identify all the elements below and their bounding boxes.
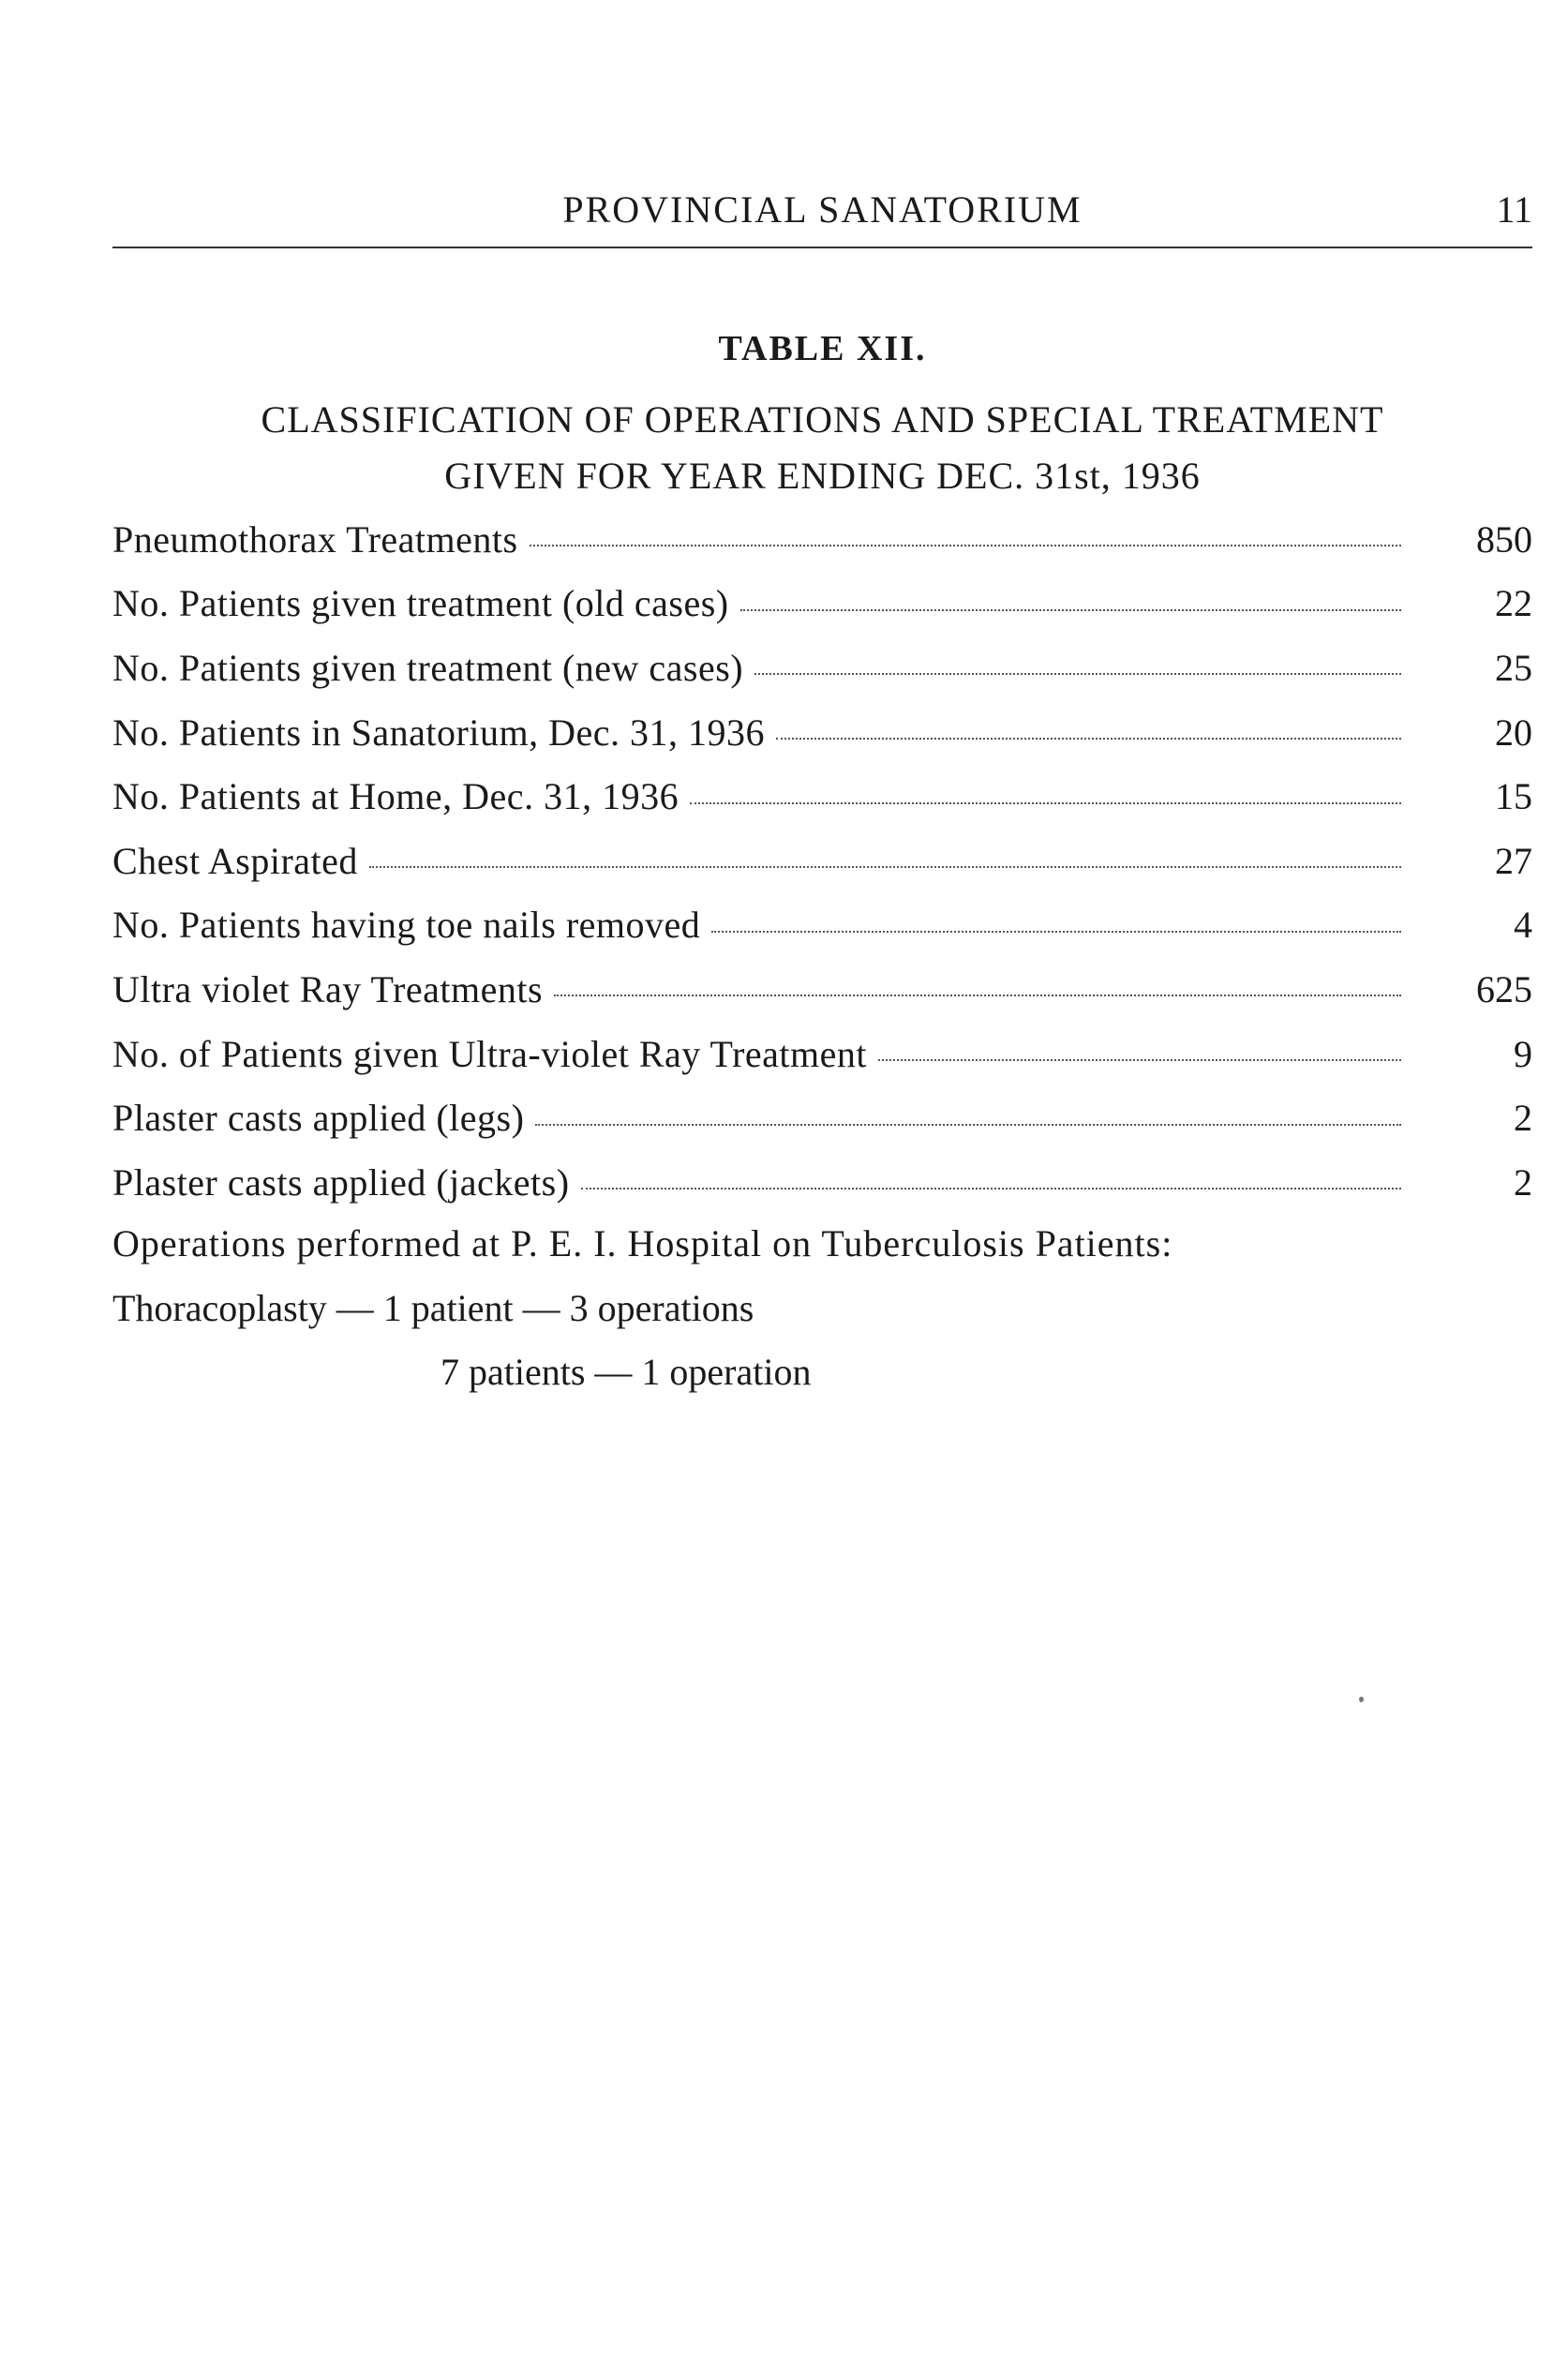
dot-leader [776, 738, 1401, 740]
dot-leader [740, 609, 1401, 611]
entry-row [112, 700, 1532, 765]
entry-value: 9 [1514, 1032, 1532, 1075]
running-header [112, 187, 1532, 244]
entry-list [112, 507, 1532, 1215]
dot-leader [711, 931, 1401, 933]
entry-label: No. Patients given treatment (new cases) [112, 646, 744, 689]
dot-leader [535, 1124, 1401, 1126]
entry-label: No. Patients at Home, Dec. 31, 1936 [112, 775, 679, 818]
entry-label: No. of Patients given Ultra-violet Ray Treatment [112, 1032, 867, 1075]
entry-row [112, 957, 1532, 1022]
entry-value: 850 [1476, 517, 1532, 561]
dot-leader [530, 545, 1401, 546]
entry-label: No. Patients in Sanatorium, Dec. 31, 1936 [112, 711, 765, 754]
print-speck [1359, 1697, 1364, 1702]
entry-row [112, 507, 1532, 572]
entry-row [112, 764, 1532, 829]
table-caption [112, 392, 1532, 504]
entry-label: No. Patients given treatment (old cases) [112, 582, 729, 625]
entry-row [112, 572, 1532, 636]
entry-value: 4 [1514, 904, 1532, 947]
entry-row [112, 829, 1532, 893]
dot-leader [754, 673, 1401, 675]
entry-value: 27 [1495, 839, 1532, 882]
dot-leader [581, 1188, 1401, 1190]
operations-line: 7 patients — 1 operation [441, 1351, 812, 1393]
entry-label: Ultra violet Ray Treatments [112, 967, 544, 1010]
entry-value: 25 [1495, 646, 1532, 689]
entry-row [112, 893, 1532, 958]
entry-label: No. Patients having toe nails removed [112, 904, 701, 947]
entry-row [112, 636, 1532, 700]
entry-label: Plaster casts applied (legs) [112, 1097, 525, 1140]
header-rule [112, 247, 1532, 248]
entry-row [112, 1085, 1532, 1150]
entry-value: 20 [1495, 711, 1532, 754]
operations-heading: Operations performed at P. E. I. Hospital on Tuberculosis Patients: [112, 1222, 1173, 1264]
entry-label: Pneumothorax Treatments [112, 517, 518, 561]
caption-line: CLASSIFICATION OF OPERATIONS AND SPECIAL TREATMENT [261, 398, 1384, 441]
table-title: TABLE XII. [718, 329, 927, 368]
entry-label: Chest Aspirated [112, 839, 358, 882]
entry-value: 22 [1495, 582, 1532, 625]
running-title: PROVINCIAL SANATORIUM [562, 188, 1083, 231]
entry-row [112, 1150, 1532, 1215]
entry-value: 2 [1514, 1097, 1532, 1140]
dot-leader [369, 866, 1401, 868]
caption-line: GIVEN FOR YEAR ENDING DEC. 31st, 1936 [444, 455, 1201, 497]
entry-value: 625 [1476, 967, 1532, 1010]
dot-leader [690, 802, 1401, 804]
operations-line: Thoracoplasty — 1 patient — 3 operations [112, 1287, 754, 1329]
entry-label: Plaster casts applied (jackets) [112, 1160, 570, 1204]
page-number: 11 [1496, 188, 1532, 231]
entry-value: 2 [1514, 1160, 1532, 1204]
entry-value: 15 [1495, 775, 1532, 818]
dot-leader [554, 995, 1401, 996]
entry-row [112, 1022, 1532, 1086]
dot-leader [878, 1059, 1401, 1061]
